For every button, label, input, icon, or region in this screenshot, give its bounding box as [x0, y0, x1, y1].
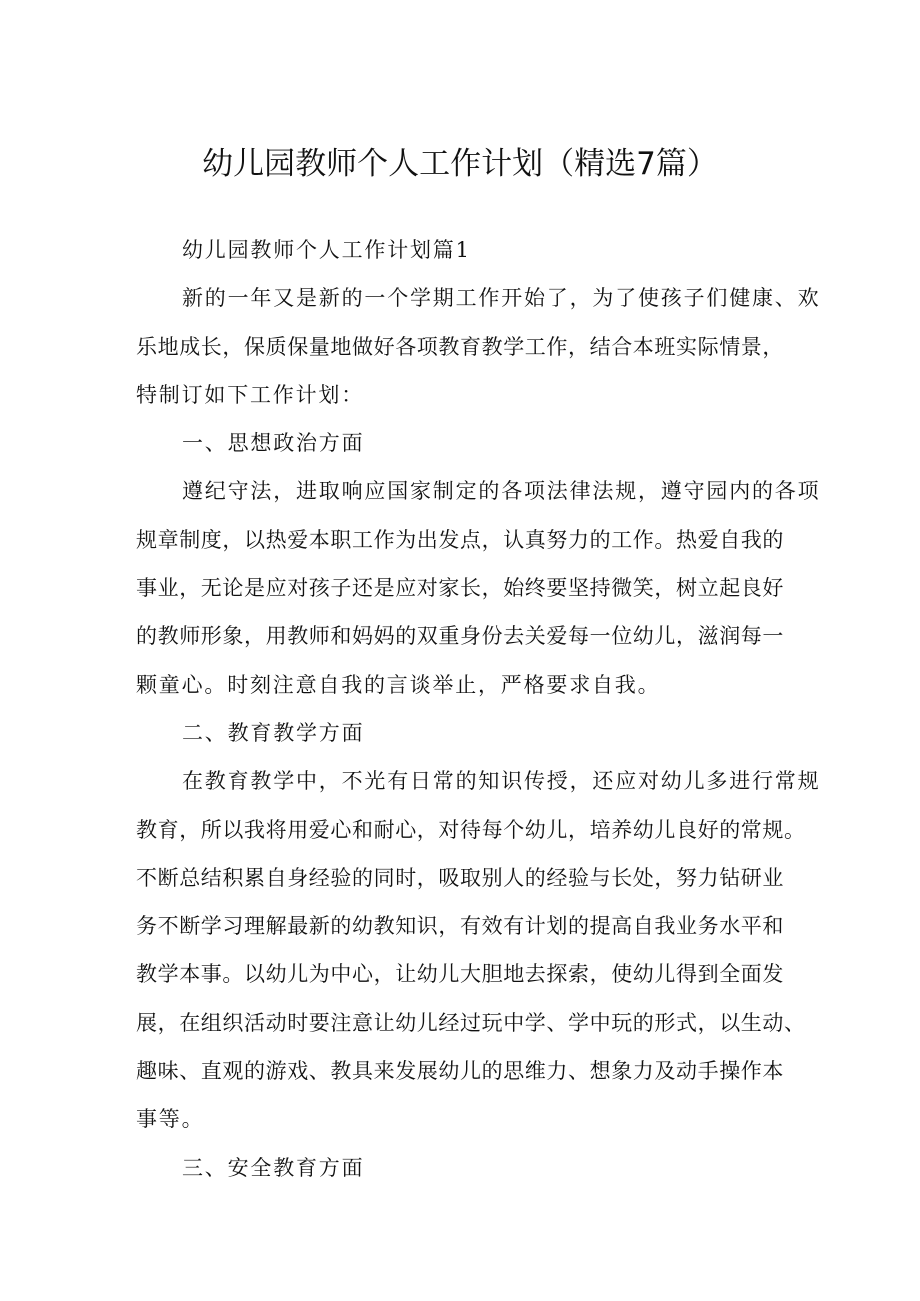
paragraph-line: 颗童心。时刻注意自我的言谈举止，严格要求自我。	[136, 672, 661, 697]
paragraph-line: 趣味、直观的游戏、教具来发展幼儿的思维力、想象力及动手操作本	[136, 1059, 784, 1084]
section-heading-plan-1: 幼儿园教师个人工作计划篇1	[182, 238, 471, 262]
paragraph-line: 特制订如下工作计划：	[136, 382, 364, 407]
section-heading-politics: 一、思想政治方面	[182, 431, 365, 456]
paragraph-line: 在教育教学中，不光有日常的知识传授，还应对幼儿多进行常规	[182, 769, 821, 794]
paragraph-line: 不断总结积累自身经验的同时，吸取别人的经验与长处，努力钻研业	[136, 865, 784, 890]
paragraph-line: 展，在组织活动时要注意让幼儿经过玩中学、学中玩的形式，以生动、	[136, 1010, 806, 1035]
section-heading-education: 二、教育教学方面	[182, 720, 365, 745]
paragraph-line: 事等。	[136, 1107, 205, 1132]
paragraph-line: 规章制度，以热爱本职工作为出发点，认真努力的工作。热爱自我的	[136, 527, 784, 552]
paragraph-line: 务不断学习理解最新的幼教知识，有效有计划的提高自我业务水平和	[136, 914, 784, 939]
section-heading-safety: 三、安全教育方面	[182, 1155, 365, 1180]
paragraph-line: 教育，所以我将用爱心和耐心，对待每个幼儿，培养幼儿良好的常规。	[136, 817, 806, 842]
document-body	[136, 226, 821, 1192]
document-title: 幼儿园教师个人工作计划（精选7篇）	[202, 146, 718, 182]
paragraph-line: 教学本事。以幼儿为中心，让幼儿大胆地去探索，使幼儿得到全面发	[136, 962, 784, 987]
paragraph-line: 遵纪守法，进取响应国家制定的各项法律法规，遵守园内的各项	[182, 479, 821, 504]
paragraph-line: 的教师形象，用教师和妈妈的双重身份去关爱每一位幼儿，滋润每一	[136, 624, 784, 649]
paragraph-line: 乐地成长，保质保量地做好各项教育教学工作，结合本班实际情景，	[136, 334, 784, 359]
paragraph-line: 新的一年又是新的一个学期工作开始了，为了使孩子们健康、欢	[182, 286, 821, 311]
paragraph-line: 事业，无论是应对孩子还是应对家长，始终要坚持微笑，树立起良好	[136, 576, 784, 601]
